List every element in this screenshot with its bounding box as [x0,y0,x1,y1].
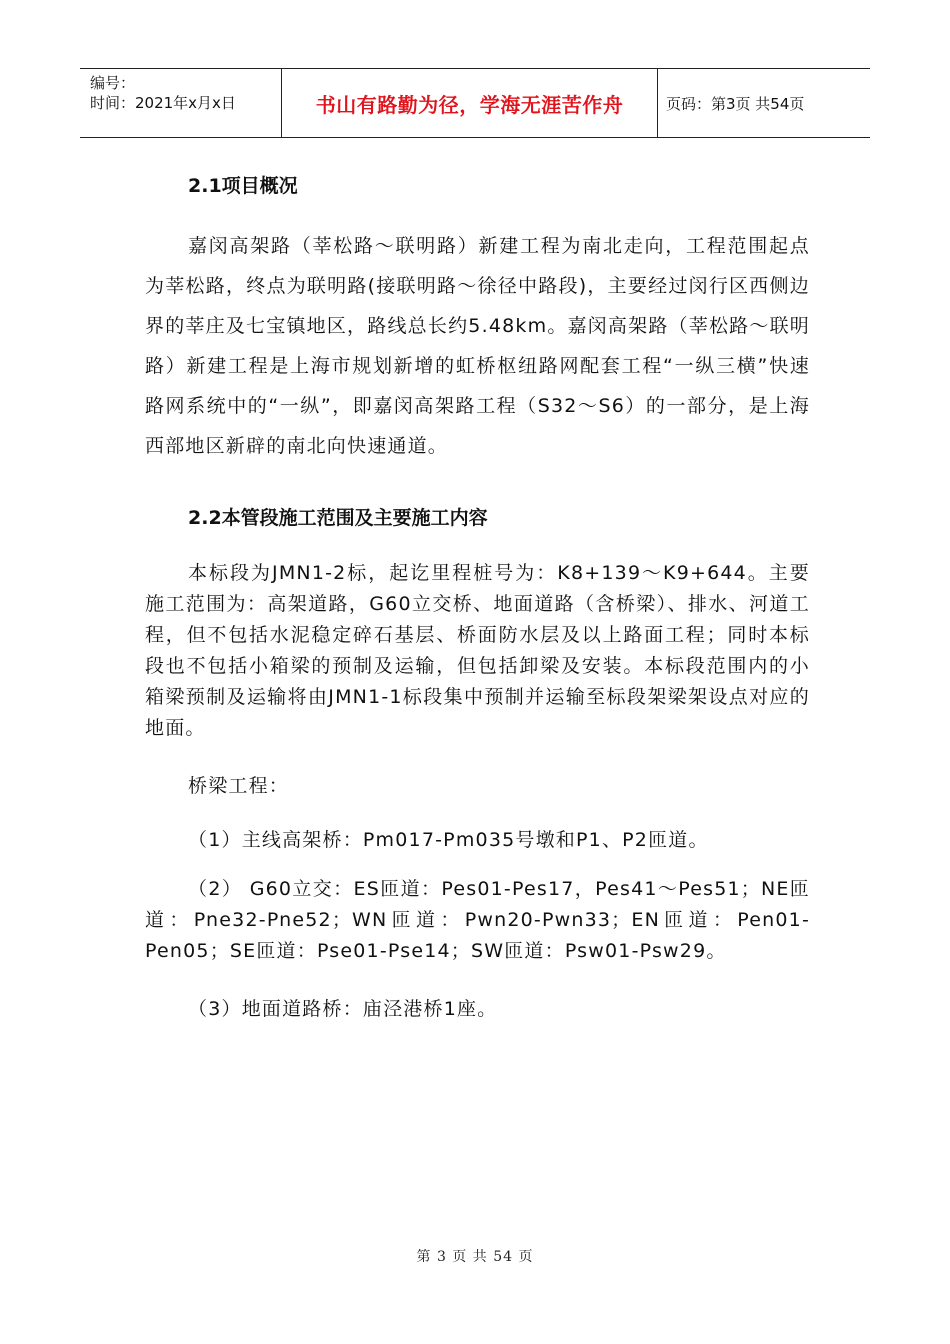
section-title-overview: 2.1项目概况 [188,175,298,197]
document-date-label: 时间：2021年x月x日 [90,94,236,112]
header-motto-cell [282,69,658,137]
document-body [145,160,810,1029]
bridge-works-heading: 桥梁工程： [188,775,290,797]
header-meta-cell [80,69,282,137]
header-motto: 书山有路勤为径，学海无涯苦作舟 [315,92,624,117]
page-footer: 第 3 页 共 54 页 [416,1249,534,1265]
bridge-item-1: （1）主线高架桥：Pm017-Pm035号墩和P1、P2匝道。 [188,829,709,851]
document-number-label: 编号： [90,74,136,92]
section-title-scope: 2.2本管段施工范围及主要施工内容 [188,507,488,529]
bridge-item-2: （2） G60立交：ES匝道：Pes01-Pes17，Pes41～Pes51；NE匝道：Pne32-Pne52；WN匝道：Pwn20-Pwn33；EN匝道：Pen01-Pen05；SE匝道：Pse01-Pse14；SW匝道：Psw01-Psw29。 [145,878,810,962]
page-header [80,68,870,138]
header-page-info: 页码：第3页 共54页 [666,94,805,113]
header-page-cell [658,69,870,137]
bridge-item-3: （3）地面道路桥：庙泾港桥1座。 [188,998,498,1020]
scope-paragraph: 本标段为JMN1-2标，起讫里程桩号为：K8+139～K9+644。主要施工范围为：高架道路，G60立交桥、地面道路（含桥梁）、排水、河道工程，但不包括水泥稳定碎石基层、桥面防水层及以上路面工程；同时本标段也不包括小箱梁的预制及运输，但包括卸梁及安装。本标段范围内的小箱梁预制及运输将由JMN1-1标段集中预制并运输至标段架梁架设点对应的地面。 [145,562,810,739]
overview-paragraph: 嘉闵高架路（莘松路～联明路）新建工程为南北走向，工程范围起点为莘松路，终点为联明路(接联明路～徐径中路段)，主要经过闵行区西侧边界的莘庄及七宝镇地区，路线总长约5.48km。嘉闵高架路（莘松路～联明路）新建工程是上海市规划新增的虹桥枢纽路网配套工程“一纵三横”快速路网系统中的“一纵”，即嘉闵高架路工程（S32～S6）的一部分，是上海西部地区新辟的南北向快速通道。 [145,235,810,457]
